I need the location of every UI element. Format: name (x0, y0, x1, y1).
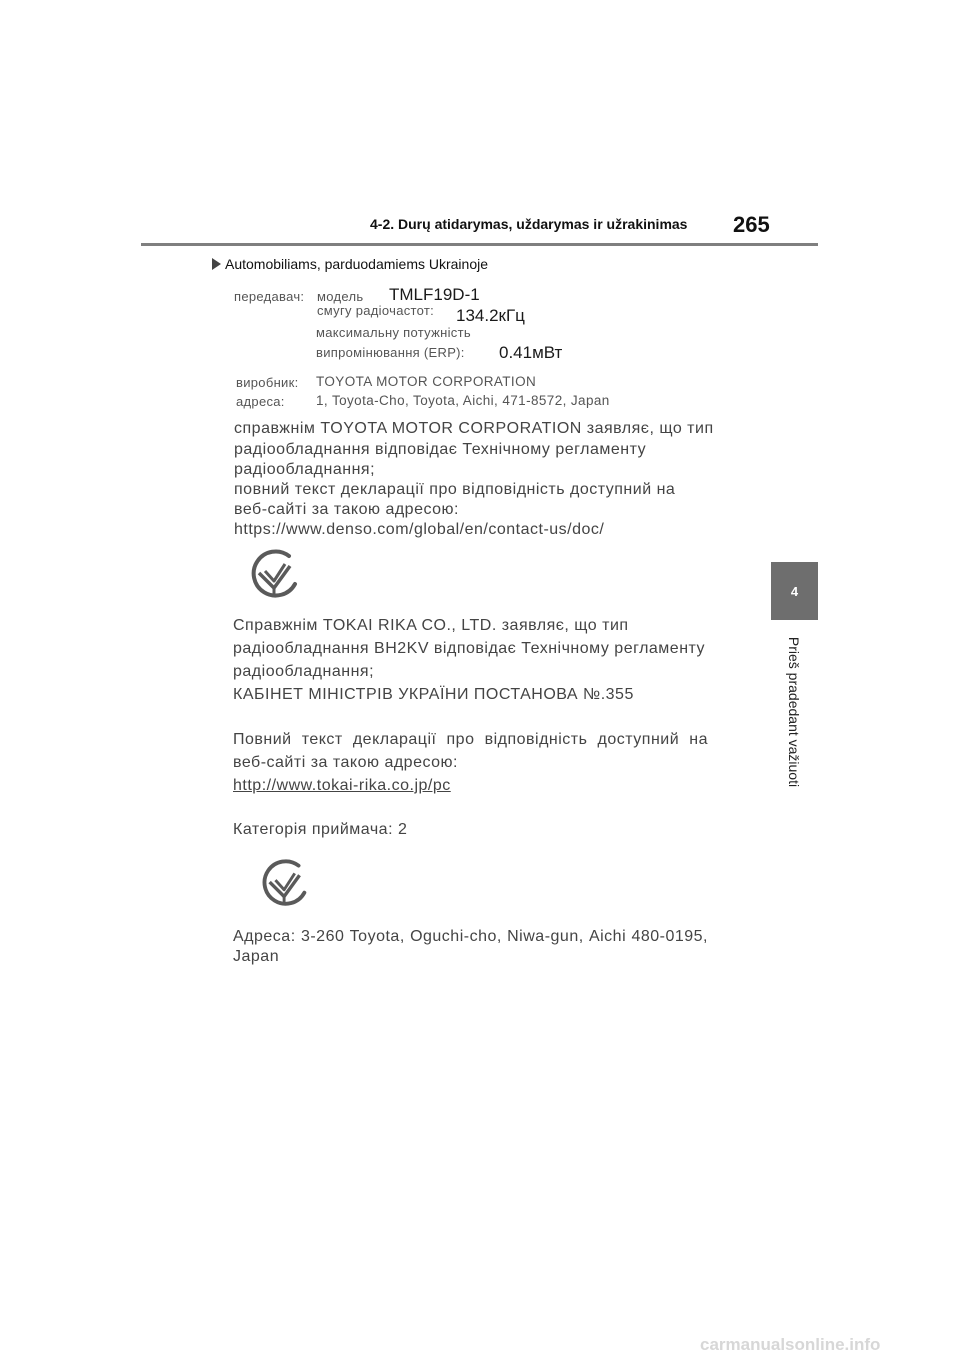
toyota-declaration-line-3: радіообладнання; (234, 461, 376, 478)
section-heading (212, 256, 488, 272)
power-label-line-1: максимальну потужність (316, 325, 471, 340)
tokai-full-text-line-2: веб-сайті за такою адресою: (233, 754, 458, 771)
watermark: carmanualsonline.info (700, 1335, 881, 1354)
tokai-declaration-line-2: радіообладнання BH2KV відповідає Технічному регламенту (233, 640, 706, 657)
manufacturer-value: TOYOTA MOTOR CORPORATION (316, 374, 537, 389)
chapter-number: 4 (790, 583, 799, 599)
address-label: адреса: (236, 394, 285, 409)
tokai-address-line-1: Адреса: 3-260 Toyota, Oguchi-cho, Niwa-gun, Aichi 480-0195, (233, 928, 708, 945)
transmitter-label: передавач: (234, 289, 305, 304)
band-label: смугу радіочастот: (317, 303, 435, 318)
power-value: 0.41мВт (499, 343, 563, 362)
address-value: 1, Toyota-Cho, Toyota, Aichi, 471-8572, Japan (316, 393, 610, 408)
section-heading-text: Automobiliams, parduodamiems Ukrainoje (225, 256, 489, 272)
toyota-declaration-line-2: радіообладнання відповідає Технічному регламенту (234, 441, 647, 458)
toyota-declaration-line-1: справжнім TOYOTA MOTOR CORPORATION заявляє, що тип (234, 420, 714, 437)
tokai-declaration-line-1: Справжнім TOKAI RIKA CO., LTD. заявляє, що тип (233, 617, 629, 634)
toyota-declaration-url: https://www.denso.com/global/en/contact-us/doc/ (234, 521, 605, 538)
band-value: 134.2кГц (456, 306, 525, 325)
power-label-line-2: випромінювання (ERP): (316, 345, 465, 360)
receiver-category: Категорія приймача: 2 (233, 821, 408, 838)
tokai-declaration-line-4: КАБІНЕТ МІНІСТРІВ УКРАЇНИ ПОСТАНОВА №.355 (233, 686, 634, 703)
toyota-declaration-line-5: веб-сайті за такою адресою: (234, 501, 459, 518)
model-label: модель (317, 289, 364, 304)
ua-conformity-mark-icon (245, 546, 309, 602)
tokai-full-text-line-1: Повний текст декларації про відповідність доступний на (233, 731, 708, 748)
model-value: TMLF19D-1 (389, 285, 480, 304)
toyota-declaration-line-4: повний текст декларації про відповідність доступний на (234, 481, 676, 498)
page-number: 265 (733, 212, 770, 237)
running-header-title: 4-2. Durų atidarymas, uždarymas ir užrakinimas (370, 216, 688, 232)
tokai-declaration-line-3: радіообладнання; (233, 663, 375, 680)
triangle-bullet-icon (212, 258, 221, 270)
tokai-address-line-2: Japan (233, 948, 280, 965)
manufacturer-label: виробник: (236, 375, 299, 390)
ua-conformity-mark-icon (256, 856, 318, 910)
header-rule (141, 243, 818, 246)
tokai-url-link[interactable]: http://www.tokai-rika.co.jp/pc (233, 777, 451, 794)
chapter-title: Prieš pradedant važiuoti (786, 636, 802, 788)
chapter-tab (771, 562, 818, 620)
